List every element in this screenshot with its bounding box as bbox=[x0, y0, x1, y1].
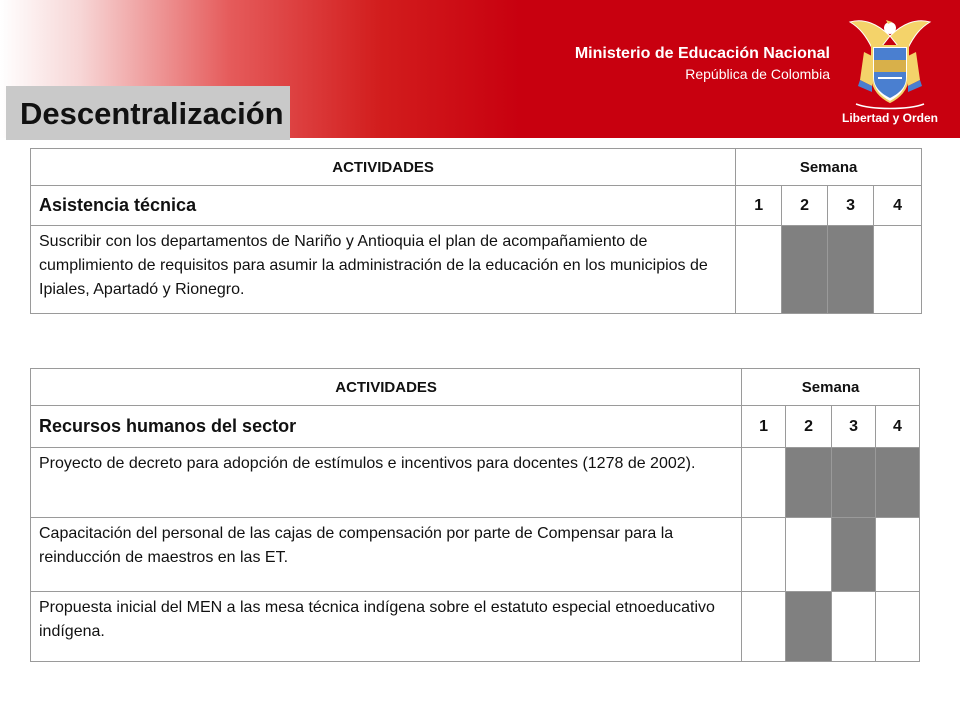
week-number: 1 bbox=[736, 186, 782, 226]
table-row bbox=[31, 518, 920, 592]
week-number: 3 bbox=[832, 406, 876, 448]
activity-text: Suscribir con los departamentos de Nariño y Antioquia el plan de acompañamiento de cumplimiento de requisitos para asumir la administración de la educación en los municipios de Ipiales, Apartadó y Rionegro. bbox=[31, 226, 736, 314]
activities-column-header: ACTIVIDADES bbox=[31, 149, 736, 186]
activities-column-header: ACTIVIDADES bbox=[31, 369, 742, 406]
crest-motto: Libertad y Orden bbox=[842, 111, 938, 125]
week-mark-cell bbox=[828, 226, 874, 314]
week-mark-cell bbox=[782, 226, 828, 314]
ministry-name: Ministerio de Educación Nacional bbox=[574, 45, 830, 62]
week-column-header: Semana bbox=[742, 369, 920, 406]
country-name: República de Colombia bbox=[685, 66, 830, 82]
section-title: Asistencia técnica bbox=[31, 186, 736, 226]
activity-text: Propuesta inicial del MEN a las mesa técnica indígena sobre el estatuto especial etnoeducativo indígena. bbox=[31, 592, 742, 662]
week-mark-cell bbox=[736, 226, 782, 314]
week-number: 1 bbox=[742, 406, 786, 448]
week-number: 3 bbox=[828, 186, 874, 226]
week-mark-cell bbox=[832, 518, 876, 592]
activities-table-human-resources bbox=[30, 368, 920, 662]
week-mark-cell bbox=[876, 592, 920, 662]
activity-text: Proyecto de decreto para adopción de estímulos e incentivos para docentes (1278 de 2002). bbox=[31, 448, 742, 518]
week-mark-cell bbox=[742, 518, 786, 592]
week-number: 4 bbox=[874, 186, 922, 226]
ministry-block bbox=[575, 44, 830, 84]
week-number: 2 bbox=[782, 186, 828, 226]
table-row bbox=[31, 592, 920, 662]
week-mark-cell bbox=[786, 518, 832, 592]
coat-of-arms-logo bbox=[842, 6, 938, 130]
activity-text: Capacitación del personal de las cajas de compensación por parte de Compensar para la reinducción de maestros en las ET. bbox=[31, 518, 742, 592]
week-mark-cell bbox=[786, 448, 832, 518]
week-mark-cell bbox=[832, 592, 876, 662]
week-mark-cell bbox=[742, 448, 786, 518]
week-number: 4 bbox=[876, 406, 920, 448]
week-column-header: Semana bbox=[736, 149, 922, 186]
table-row bbox=[31, 448, 920, 518]
week-mark-cell bbox=[786, 592, 832, 662]
week-number: 2 bbox=[786, 406, 832, 448]
week-mark-cell bbox=[832, 448, 876, 518]
page-title: Descentralización bbox=[6, 86, 290, 140]
activities-table-technical-assistance bbox=[30, 148, 922, 314]
week-mark-cell bbox=[876, 518, 920, 592]
week-mark-cell bbox=[876, 448, 920, 518]
section-title: Recursos humanos del sector bbox=[31, 406, 742, 448]
table-row bbox=[31, 226, 922, 314]
week-mark-cell bbox=[742, 592, 786, 662]
week-mark-cell bbox=[874, 226, 922, 314]
